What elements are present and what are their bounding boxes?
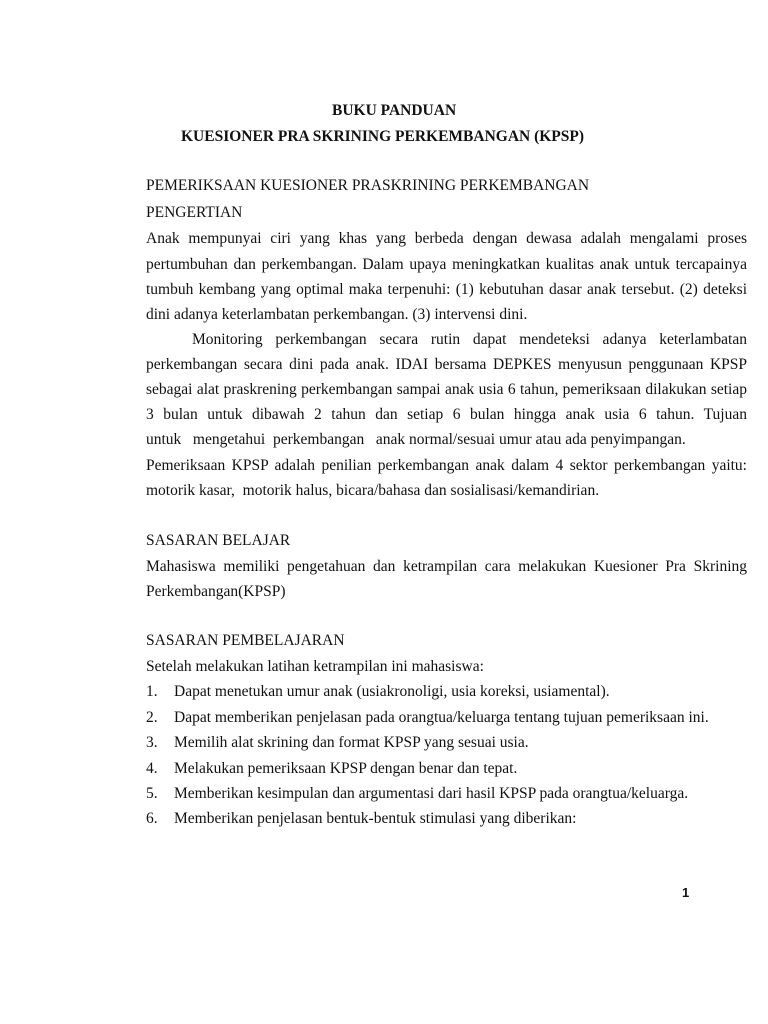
monitoring-line: untuk mengetahui perkembangan anak normal/sesuai umur atau ada penyimpangan. (146, 431, 686, 448)
list-item: Memberikan kesimpulan dan argumentasi dari hasil KPSP pada orangtua/keluarga. (174, 785, 689, 802)
page-number: 1 (682, 885, 690, 900)
list-item: Memberikan penjelasan bentuk-bentuk stimulasi yang diberikan: (174, 810, 577, 827)
list-item: Memilih alat skrining dan format KPSP yang sesuai usia. (174, 734, 529, 751)
list-item: Dapat menetukan umur anak (usiakronoligi, usia koreksi, usiamental). (174, 683, 610, 700)
monitoring-line: Monitoring perkembangan secara rutin dapat mendeteksi adanya keterlambatan (192, 331, 747, 348)
pengertian-line: dini adanya keterlambatan perkembangan. (3) intervensi dini. (146, 306, 528, 323)
monitoring-line: sebagai alat praskrening perkembangan sampai anak usia 6 tahun, pemeriksaan dilakukan setiap (146, 381, 747, 398)
list-item-number: 3. (146, 734, 158, 751)
list-item-number: 1. (146, 683, 158, 700)
section-intro: Setelah melakukan latihan ketrampilan ini mahasiswa: (146, 658, 484, 675)
section-heading-sasaran-pembelajaran: SASARAN PEMBELAJARAN (146, 632, 345, 649)
monitoring-line: perkembangan secara dini pada anak. IDAI bersama DEPKES menyusun penggunaan KPSP (146, 356, 747, 373)
list-item-number: 5. (146, 785, 158, 802)
monitoring-line: 3 bulan untuk dibawah 2 tahun dan setiap 6 bulan hingga anak usia 6 tahun. Tujuan (146, 406, 747, 423)
section-heading-sasaran-belajar: SASARAN BELAJAR (146, 532, 291, 549)
list-item: Dapat memberikan penjelasan pada orangtua/keluarga tentang tujuan pemeriksaan ini. (174, 709, 709, 726)
list-item-number: 4. (146, 760, 158, 777)
pengertian-line: tumbuh kembang yang optimal maka terpenuhi: (1) kebutuhan dasar anak tersebut. (2) deteksi (146, 281, 747, 298)
list-item: Melakukan pemeriksaan KPSP dengan benar dan tepat. (174, 760, 518, 777)
list-item-number: 6. (146, 810, 158, 827)
document-subtitle: KUESIONER PRA SKRINING PERKEMBANGAN (KPSP) (181, 128, 585, 145)
document-title: BUKU PANDUAN (332, 102, 457, 119)
section-subheading-pengertian: PENGERTIAN (146, 204, 243, 221)
sasaran-belajar-line: Perkembangan(KPSP) (146, 583, 286, 600)
kpsp-line: motorik kasar, motorik halus, bicara/bahasa dan sosialisasi/kemandirian. (146, 482, 600, 499)
pengertian-line: Anak mempunyai ciri yang khas yang berbeda dengan dewasa adalah mengalami proses (146, 230, 747, 247)
pengertian-line: pertumbuhan dan perkembangan. Dalam upaya meningkatkan kualitas anak untuk tercapainya (146, 256, 747, 273)
kpsp-line: Pemeriksaan KPSP adalah penilian perkembangan anak dalam 4 sektor perkembangan yaitu: (146, 457, 747, 474)
section-heading-pemeriksaan: PEMERIKSAAN KUESIONER PRASKRINING PERKEMBANGAN (146, 177, 590, 194)
sasaran-belajar-line: Mahasiswa memiliki pengetahuan dan ketrampilan cara melakukan Kuesioner Pra Skrining (146, 558, 747, 575)
list-item-number: 2. (146, 709, 158, 726)
